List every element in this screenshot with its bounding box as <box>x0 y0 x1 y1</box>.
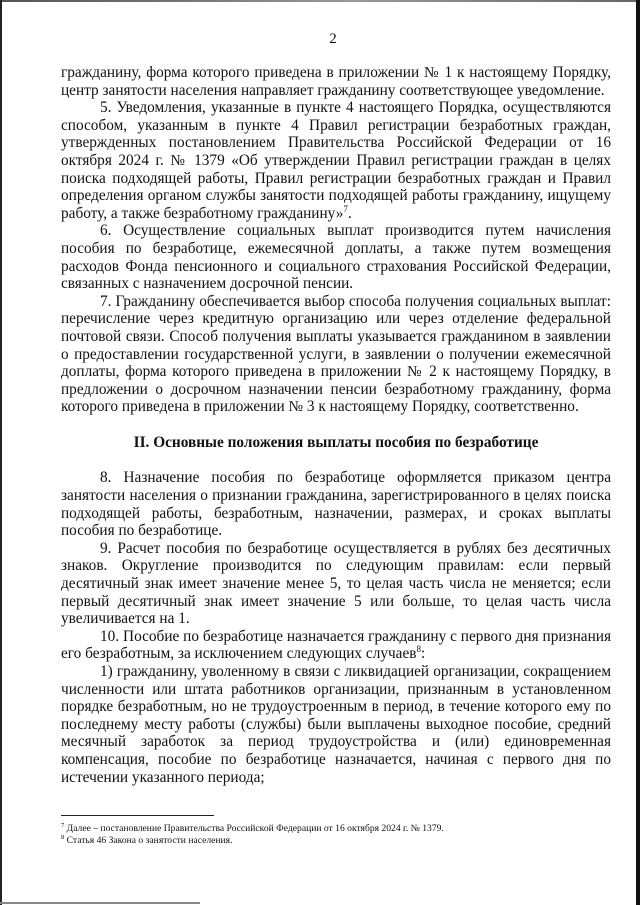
footnote-8 <box>61 835 621 847</box>
paragraph-10-end: : <box>420 645 426 663</box>
paragraph-7: 7. Гражданину обеспечивается выбор способа получения социальных выплат: перечисление через кредитную организацию или через отделение федеральной почтовой связи. Способ получения выплаты указывается гражданином в заявлении о предоставлении государственной услуги, в заявлении о получении ежемесячной доплаты, форма которого приведена в приложении № 2 к настоящему Порядку, в предложении о досрочном назначении пенсии безработному гражданину, форма которого приведена в приложении № 3 к настоящему Порядку, соответственно. <box>61 292 611 416</box>
document-body <box>61 64 611 786</box>
paragraph-8: 8. Назначение пособия по безработице оформляется приказом центра занятости населения о признании гражданина, зарегистрированного в целях поиска подходящей работы, безработным, назначении, размерах, и сроках выплаты пособия по безработице. <box>61 469 611 540</box>
footnote-ref-8[interactable]: 8 <box>416 644 421 655</box>
footnote-separator <box>61 815 214 816</box>
paragraph-continuation: гражданину, форма которого приведена в приложении № 1 к настоящему Порядку, центр занятости населения направляет гражданину соответствующее уведомление. <box>61 64 611 99</box>
paragraph-5 <box>61 99 611 222</box>
paragraph-5-end: . <box>347 204 352 222</box>
footnote-8-text: Статья 46 Закона о занятости населения. <box>64 834 233 846</box>
page-number: 2 <box>329 31 337 47</box>
scan-edge-top <box>0 0 640 2</box>
paragraph-10 <box>61 628 611 663</box>
section-heading: II. Основные положения выплаты пособия по безработице <box>133 433 539 451</box>
footnotes <box>61 823 621 846</box>
scan-edge-left <box>0 0 2 905</box>
scan-edge-bottom <box>0 902 200 904</box>
footnote-7-text: Далее – постановление Правительства Российской Федерации от 16 октября 2024 г. № 1379. <box>64 823 444 834</box>
paragraph-6: 6. Осуществление социальных выплат производится путем начисления пособия по безработице, ежемесячной доплаты, а также путем возмещения расходов Фонда пенсионного и социального страхования Российской Федерации, связанных с назначением досрочной пенсии. <box>61 222 611 293</box>
footnote-7 <box>61 823 621 835</box>
footnote-ref-7[interactable]: 7 <box>343 203 348 214</box>
paragraph-10-item-1: 1) гражданину, уволенному в связи с ликвидацией организации, сокращением численности или штата работников организации, признанным в установленном порядке безработным, но не трудоустроенным в период, в течение которого ему по последнему месту работы (службы) были выплачены выходное пособие, средний месячный заработок за период трудоустройства и (или) единовременная компенсация, пособие по безработице назначается, начиная с первого дня по истечении указанного периода; <box>61 663 611 786</box>
paragraph-5-text: 5. Уведомления, указанные в пункте 4 настоящего Порядка, осуществляются способом, указанным в пункте 4 Правил регистрации безработных граждан, утвержденных постановлением Правительства Российской Федерации от 16 октября 2024 г. № 1379 «Об утверждении Правил регистрации граждан в целях поиска подходящей работы, Правил регистрации безработных граждан и Правил определения органом службы занятости подходящей работы гражданину, ищущему работу, а также безработному гражданину» <box>61 99 611 222</box>
footnote-8-marker: 8 <box>61 833 65 841</box>
scan-edge-right <box>636 0 640 905</box>
paragraph-10-text: 10. Пособие по безработице назначается гражданину с первого дня признания его безработным, за исключением следующих случаев <box>61 627 611 663</box>
footnote-7-marker: 7 <box>61 822 65 829</box>
paragraph-9: 9. Расчет пособия по безработице осуществляется в рублях без десятичных знаков. Округление производится по следующим правилам: если первый десятичный знак имеет значение менее 5, то целая часть числа не меняется; если первый десятичный знак имеет значение 5 или больше, то целая часть числа увеличивается на 1. <box>61 539 611 628</box>
